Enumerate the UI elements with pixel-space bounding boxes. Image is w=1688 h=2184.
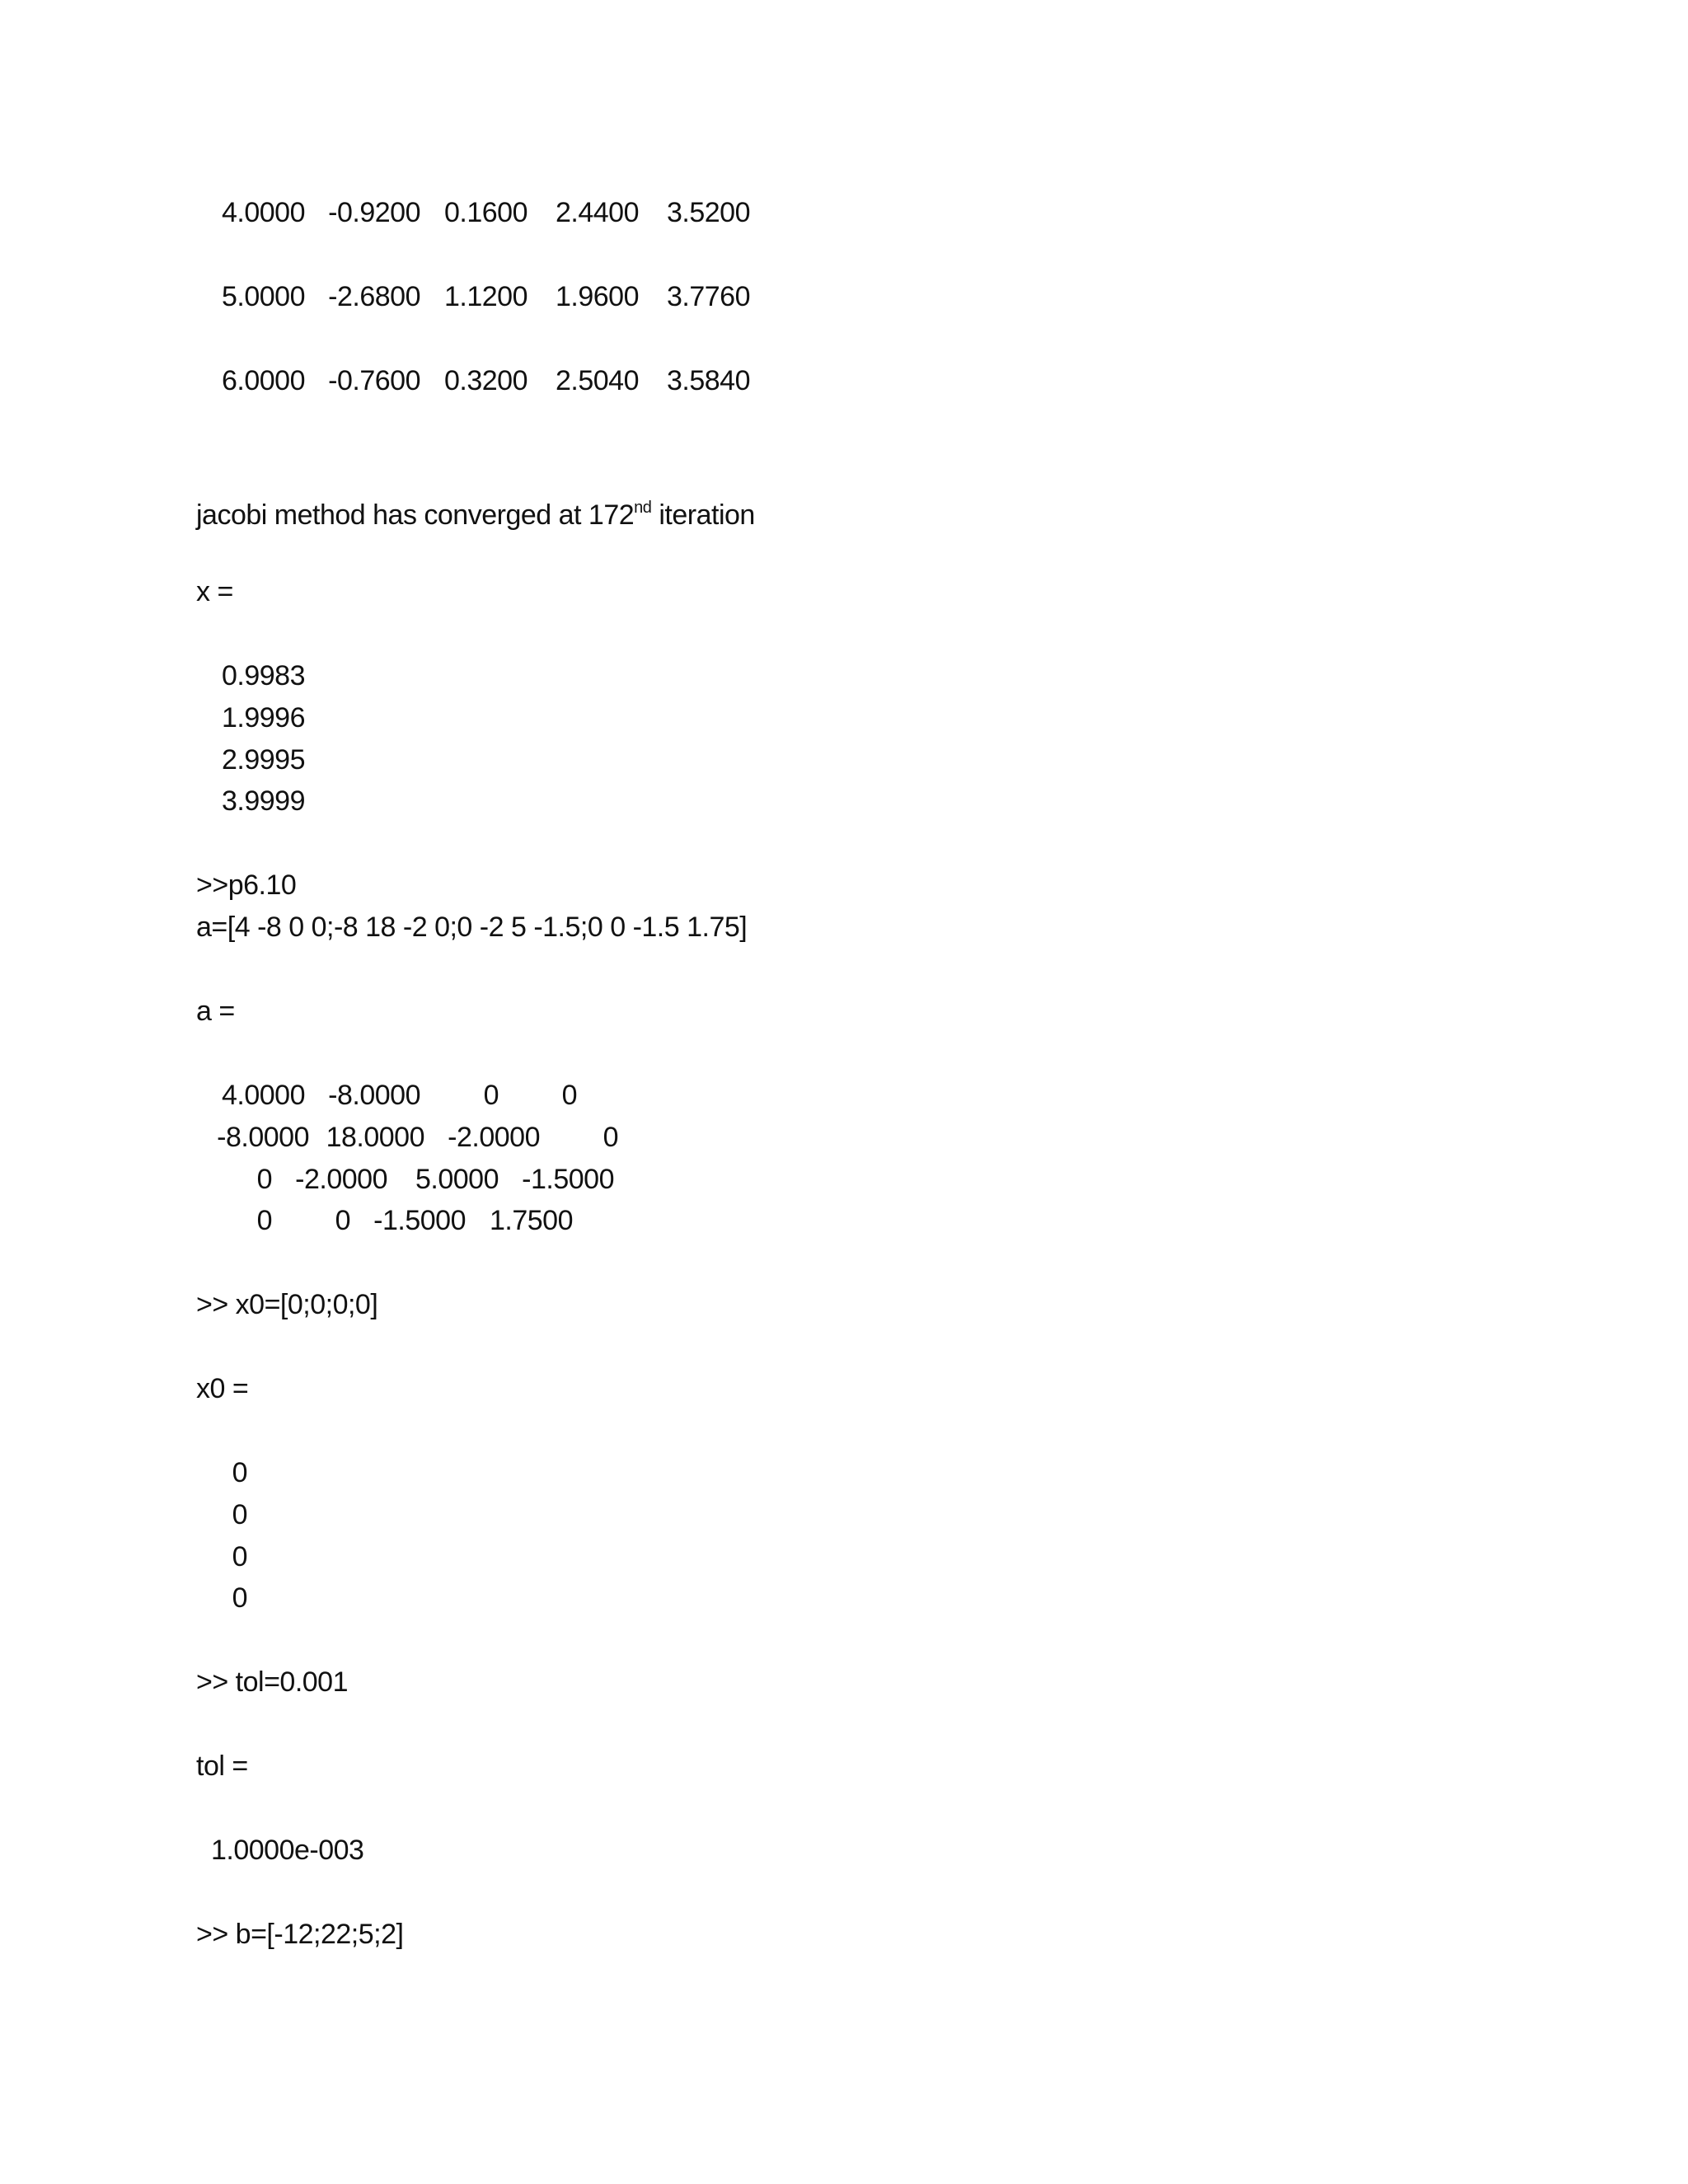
command-line: >>p6.10: [196, 869, 297, 901]
table-cell: 0.1600: [444, 197, 528, 228]
matrix-cell: -8.0000: [328, 1080, 420, 1111]
matrix-cell: 0: [335, 1205, 350, 1236]
vector-value: 3.9999: [222, 785, 305, 817]
table-cell: 6.0000: [222, 365, 305, 396]
matrix-cell: -2.0000: [295, 1164, 387, 1195]
table-cell: 3.5840: [667, 365, 750, 396]
tol-value: 1.0000e-003: [211, 1835, 364, 1866]
table-cell: 5.0000: [222, 281, 305, 312]
x-label: x =: [196, 576, 233, 607]
table-cell: 2.5040: [556, 365, 639, 396]
matrix-cell: 4.0000: [222, 1080, 305, 1111]
table-cell: 0.3200: [444, 365, 528, 396]
vector-value: 0: [232, 1499, 247, 1530]
table-cell: 1.9600: [556, 281, 639, 312]
table-cell: 2.4400: [556, 197, 639, 228]
command-line: a=[4 -8 0 0;-8 18 -2 0;0 -2 5 -1.5;0 0 -1.5 1.75]: [196, 912, 748, 943]
vector-value: 1.9996: [222, 702, 305, 733]
table-cell: 3.7760: [667, 281, 750, 312]
vector-value: 0: [232, 1541, 247, 1572]
matrix-cell: -1.5000: [522, 1164, 614, 1195]
vector-value: 0.9983: [222, 660, 305, 691]
table-cell: -0.7600: [328, 365, 420, 396]
matrix-cell: 5.0000: [415, 1164, 499, 1195]
ordinal-suffix: nd: [634, 499, 652, 517]
vector-value: 2.9995: [222, 744, 305, 776]
command-line: >> b=[-12;22;5;2]: [196, 1919, 404, 1950]
x0-label: x0 =: [196, 1373, 249, 1404]
table-cell: 4.0000: [222, 197, 305, 228]
converged-text: jacobi method has converged at 172: [196, 499, 635, 531]
vector-value: 0: [232, 1582, 247, 1614]
matrix-cell: -2.0000: [448, 1122, 540, 1153]
command-line: >> tol=0.001: [196, 1666, 349, 1698]
matrix-cell: -8.0000: [217, 1122, 309, 1153]
matrix-cell: 0: [603, 1122, 618, 1153]
matrix-cell: 0: [256, 1205, 272, 1236]
matrix-cell: 0: [256, 1164, 272, 1195]
converged-rest: iteration: [651, 499, 755, 531]
matrix-cell: 0: [483, 1080, 499, 1111]
tol-label: tol =: [196, 1750, 248, 1782]
a-label: a =: [196, 996, 235, 1027]
matrix-cell: -1.5000: [373, 1205, 466, 1236]
vector-value: 0: [232, 1457, 247, 1488]
matrix-cell: 18.0000: [326, 1122, 424, 1153]
table-cell: -2.6800: [328, 281, 420, 312]
table-cell: 3.5200: [667, 197, 750, 228]
table-cell: 1.1200: [444, 281, 528, 312]
matrix-cell: 0: [561, 1080, 577, 1111]
matrix-cell: 1.7500: [490, 1205, 573, 1236]
converged-message: [196, 491, 755, 532]
command-line: >> x0=[0;0;0;0]: [196, 1289, 378, 1320]
table-cell: -0.9200: [328, 197, 420, 228]
